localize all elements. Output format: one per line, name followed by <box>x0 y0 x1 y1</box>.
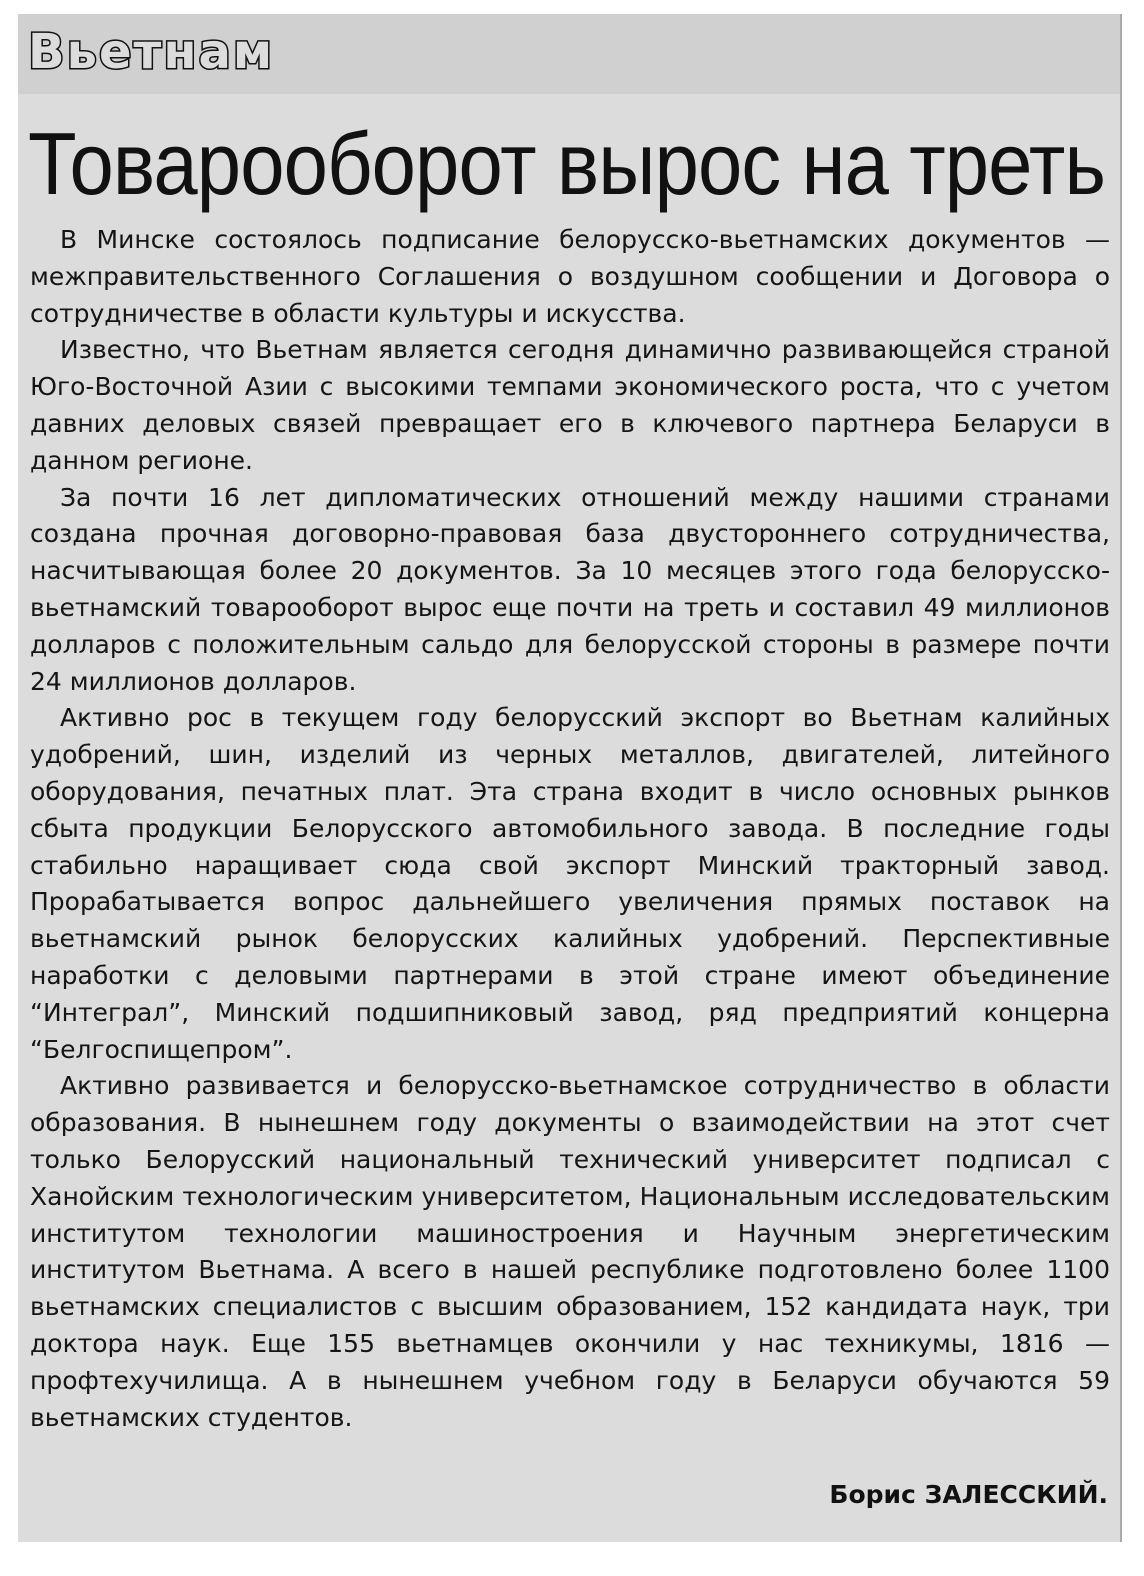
article-paragraph: В Минске состоялось подписание белорусско-вьетнамских документов — межправительственного Соглашения о воздушном сообщении и Договора о сотрудничестве в области культуры и искусства. <box>30 225 1110 328</box>
rubric-band <box>18 14 1120 94</box>
article-paragraph: Известно, что Вьетнам является сегодня динамично развивающейся страной Юго-Восточной Азии с высокими темпами экономического роста, что с учетом давних деловых связей превращает его в ключевого партнера Беларуси в данном регионе. <box>30 335 1110 475</box>
article-paragraph: Активно рос в текущем году белорусский экспорт во Вьетнам калийных удобрений, шин, изделий из черных металлов, двигателей, литейного оборудования, печатных плат. Эта страна входит в число основных рынков сбыта продукции Белорусского автомобильного завода. В последние годы стабильно наращивает сюда свой экспорт Минский тракторный завод. Прорабатывается вопрос дальнейшего увеличения прямых поставок на вьетнамский рынок белорусских калийных удобрений. Перспективные наработки с деловыми партнерами в этой стране имеют объединение “Интеграл”, Минский подшипниковый завод, ряд предприятий концерна “Белгоспищепром”. <box>30 703 1110 1064</box>
article-body <box>30 222 1110 1436</box>
newspaper-clipping <box>18 14 1122 1542</box>
article-headline: Товарооборот вырос на треть <box>28 114 1106 213</box>
rubric-label: Вьетнам <box>28 24 275 80</box>
author-signature: Борис ЗАЛЕССКИЙ. <box>829 1480 1108 1509</box>
article-paragraph: Активно развивается и белорусско-вьетнамское сотрудничество в области образования. В нынешнем году документы о взаимодействии на этот счет только Белорусский национальный технический университет подписал с Ханойским технологическим университетом, Национальным исследовательским институтом технологии машиностроения и Научным энергетическим институтом Вьетнама. А всего в нашей республике подготовлено более 1100 вьетнамских специалистов с высшим образованием, 152 кандидата наук, три доктора наук. Еще 155 вьетнамцев окончили у нас техникумы, 1816 — профтехучилища. А в нынешнем учебном году в Беларуси обучаются 59 вьетнамских студентов. <box>30 1071 1110 1432</box>
article-paragraph: За почти 16 лет дипломатических отношений между нашими странами создана прочная договорно-правовая база двустороннего сотрудничества, насчитывающая более 20 документов. За 10 месяцев этого года белорусско-вьетнамский товарооборот вырос еще почти на треть и составил 49 миллионов долларов с положительным сальдо для белорусской стороны в размере почти 24 миллионов долларов. <box>30 482 1110 696</box>
